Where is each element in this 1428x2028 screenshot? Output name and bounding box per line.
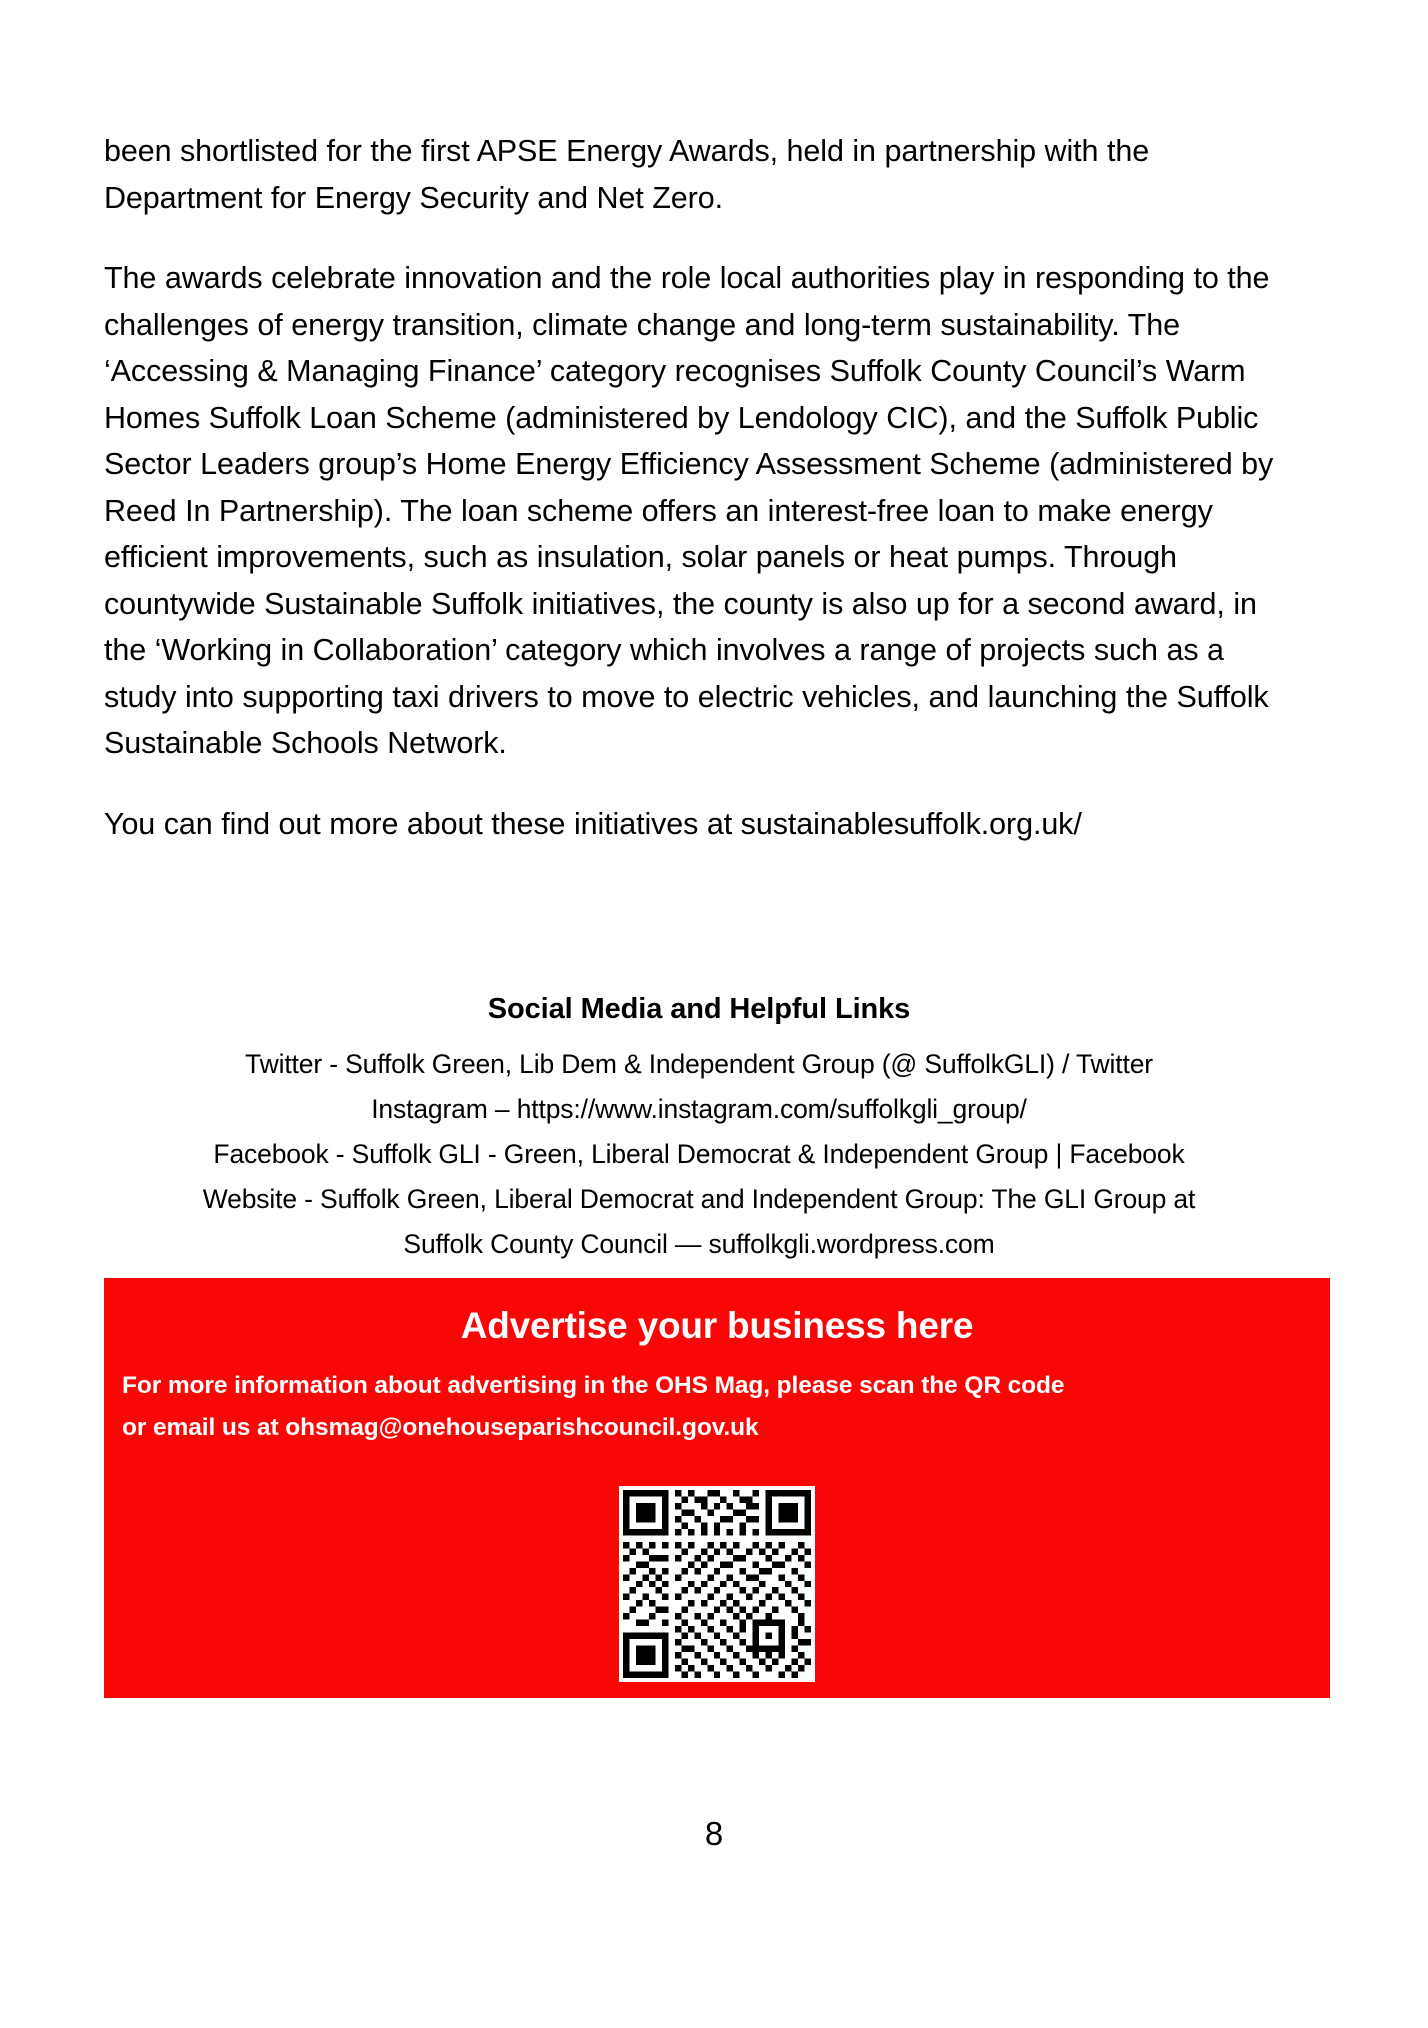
article-paragraph-3: You can find out more about these initiatives at sustainablesuffolk.org.uk/ <box>104 806 1082 841</box>
advert-subtext <box>104 1347 1252 1449</box>
social-media-section <box>104 990 1294 1267</box>
social-link-website-line1[interactable]: Website - Suffolk Green, Liberal Democrat and Independent Group: The GLI Group at <box>202 1184 1196 1214</box>
article-paragraph-1: been shortlisted for the first APSE Energy Awards, held in partnership with the Department for Energy Security and Net Zero. <box>104 134 1150 215</box>
article-paragraph-2: The awards celebrate innovation and the role local authorities play in responding to the challenges of energy transition, climate change and long-term sustainability. The ‘Accessing & Managing Finance’ category recognises Suffolk County Council’s Warm Homes Suffolk Loan Scheme (administered by Lendology CIC), and the Suffolk Public Sector Leaders group’s Home Energy Efficiency Assessment Scheme (administered by Reed In Partnership). The loan scheme offers an interest-free loan to make energy efficient improvements, such as insulation, solar panels or heat pumps. Through countywide Sustainable Suffolk initiatives, the county is also up for a second award, in the ‘Working in Collaboration’ category which involves a range of projects such as a study into supporting taxi drivers to move to electric vehicles, and launching the Suffolk Sustainable Schools Network. <box>104 261 1274 760</box>
social-media-heading: Social Media and Helpful Links <box>487 993 911 1025</box>
social-link-instagram[interactable]: Instagram – https://www.instagram.com/suffolkgli_group/ <box>371 1094 1027 1124</box>
qr-code-icon[interactable] <box>619 1486 815 1682</box>
social-link-website-line2[interactable]: Suffolk County Council — suffolkgli.wordpress.com <box>403 1229 995 1259</box>
page-number: 8 <box>704 1815 724 1852</box>
social-link-twitter[interactable]: Twitter - Suffolk Green, Lib Dem & Independent Group (@ SuffolkGLI) / Twitter <box>245 1049 1153 1079</box>
advert-subtext-line-1: For more information about advertising in the OHS Mag, please scan the QR code <box>122 1372 1065 1399</box>
article-body <box>104 128 1294 847</box>
social-link-facebook[interactable]: Facebook - Suffolk GLI - Green, Liberal Democrat & Independent Group | Facebook <box>213 1139 1185 1169</box>
advert-heading: Advertise your business here <box>460 1305 974 1346</box>
advertisement-banner[interactable] <box>104 1278 1330 1698</box>
qr-code-svg <box>623 1490 811 1678</box>
advert-subtext-line-2: or email us at ohsmag@onehouseparishcouncil.gov.uk <box>122 1414 759 1441</box>
